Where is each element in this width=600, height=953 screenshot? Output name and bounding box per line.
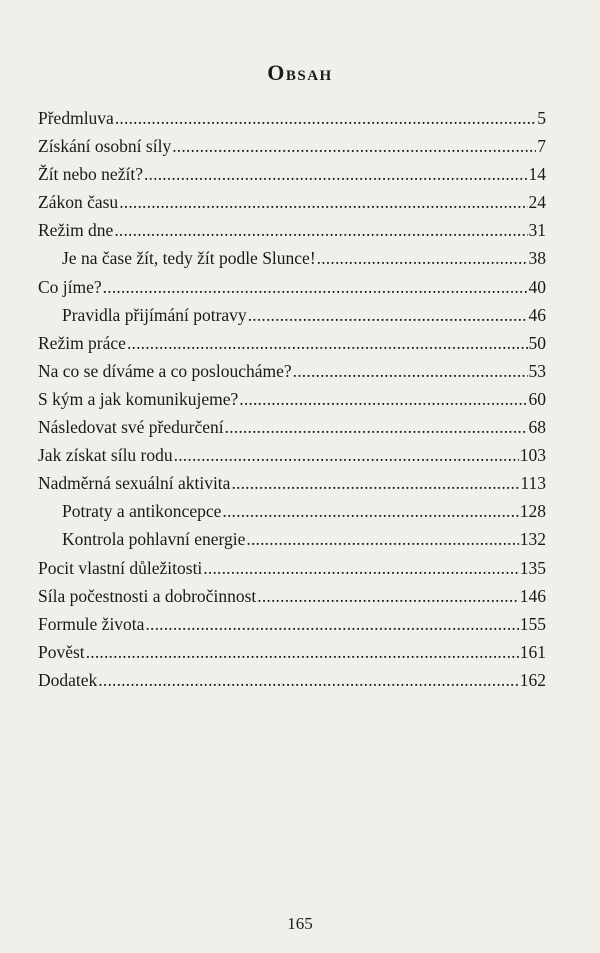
dot-leader <box>231 469 519 497</box>
dot-leader <box>114 216 527 244</box>
toc-entry <box>38 582 546 610</box>
toc-entry <box>38 441 546 469</box>
toc-entry-title: Co jíme? <box>38 276 102 297</box>
toc-entry-title: Na co se díváme a co posloucháme? <box>38 360 292 381</box>
dot-leader <box>225 413 528 441</box>
dot-leader <box>98 666 518 694</box>
toc-entry-page: 60 <box>528 388 546 409</box>
dot-leader <box>203 554 518 582</box>
toc-entry <box>38 497 546 525</box>
toc-entry-title: Je na čase žít, tedy žít podle Slunce! <box>62 248 316 269</box>
dot-leader <box>248 301 528 329</box>
toc-entry-title: Žít nebo nežít? <box>38 164 143 185</box>
toc-entry-title: Jak získat sílu rodu <box>38 445 173 466</box>
toc-entry-title: Následovat své předurčení <box>38 417 224 438</box>
toc-entry <box>38 104 546 132</box>
toc-entry <box>38 188 546 216</box>
toc-entry-title: Potraty a antikoncepce <box>62 501 222 522</box>
toc-entry <box>38 244 546 272</box>
dot-leader <box>257 582 519 610</box>
toc-entry <box>38 160 546 188</box>
dot-leader <box>119 188 527 216</box>
dot-leader <box>239 385 527 413</box>
toc-entry-title: Pověst <box>38 641 85 662</box>
dot-leader <box>174 441 519 469</box>
dot-leader <box>145 610 518 638</box>
toc-entry <box>38 357 546 385</box>
toc-entry <box>38 610 546 638</box>
dot-leader <box>293 357 528 385</box>
toc-entry-title: Pravidla přijímání potravy <box>62 304 247 325</box>
toc-entry <box>38 216 546 244</box>
toc-entry-page: 162 <box>519 669 546 690</box>
toc-entry <box>38 638 546 666</box>
toc-entry-title: Síla počestnosti a dobročinnost <box>38 585 257 606</box>
toc-entry-page: 128 <box>519 501 546 522</box>
dot-leader <box>172 132 536 160</box>
toc-entry-page: 40 <box>528 276 546 297</box>
toc-entry-title: Pocit vlastní důležitosti <box>38 557 203 578</box>
table-of-contents <box>38 104 546 694</box>
toc-entry-page: 5 <box>537 108 546 128</box>
toc-entry-page: 146 <box>519 585 546 606</box>
toc-entry-page: 31 <box>528 220 546 241</box>
toc-entry <box>38 413 546 441</box>
toc-entry-page: 113 <box>520 473 546 494</box>
dot-leader <box>144 160 528 188</box>
toc-entry-page: 14 <box>528 164 546 185</box>
toc-entry-page: 103 <box>519 445 546 466</box>
page-number: 165 <box>287 914 313 933</box>
toc-entry-title: Nadměrná sexuální aktivita <box>38 473 231 494</box>
toc-entry-page: 161 <box>519 641 546 662</box>
toc-entry-page: 46 <box>528 304 546 325</box>
dot-leader <box>222 497 518 525</box>
toc-entry <box>38 273 546 301</box>
page-title: Obsah <box>267 60 333 85</box>
toc-entry-title: Režim dne <box>38 220 114 241</box>
toc-entry-page: 53 <box>528 360 546 381</box>
toc-entry-title: Dodatek <box>38 669 98 690</box>
toc-entry <box>38 525 546 553</box>
toc-entry-title: Formule života <box>38 613 145 634</box>
toc-entry-page: 132 <box>519 529 546 550</box>
toc-entry <box>38 554 546 582</box>
toc-entry-page: 68 <box>528 417 546 438</box>
toc-entry <box>38 132 546 160</box>
toc-entry <box>38 666 546 694</box>
toc-entry <box>38 385 546 413</box>
dot-leader <box>103 273 528 301</box>
toc-entry-page: 38 <box>528 248 546 269</box>
toc-entry-page: 135 <box>519 557 546 578</box>
dot-leader <box>317 244 528 272</box>
dot-leader <box>86 638 519 666</box>
dot-leader <box>127 329 528 357</box>
toc-entry-page: 24 <box>528 192 546 213</box>
toc-entry-title: Zákon času <box>38 192 119 213</box>
toc-entry <box>38 469 546 497</box>
toc-entry <box>38 301 546 329</box>
dot-leader <box>115 104 536 132</box>
toc-entry-page: 7 <box>537 136 546 157</box>
toc-entry-page: 50 <box>528 332 546 353</box>
toc-entry-title: Kontrola pohlavní energie <box>62 529 246 550</box>
toc-entry-title: Předmluva <box>38 108 114 128</box>
toc-entry <box>38 329 546 357</box>
toc-entry-page: 155 <box>519 613 546 634</box>
toc-entry-title: S kým a jak komunikujeme? <box>38 388 239 409</box>
toc-entry-title: Režim práce <box>38 332 126 353</box>
toc-entry-title: Získání osobní síly <box>38 136 172 157</box>
dot-leader <box>246 525 518 553</box>
